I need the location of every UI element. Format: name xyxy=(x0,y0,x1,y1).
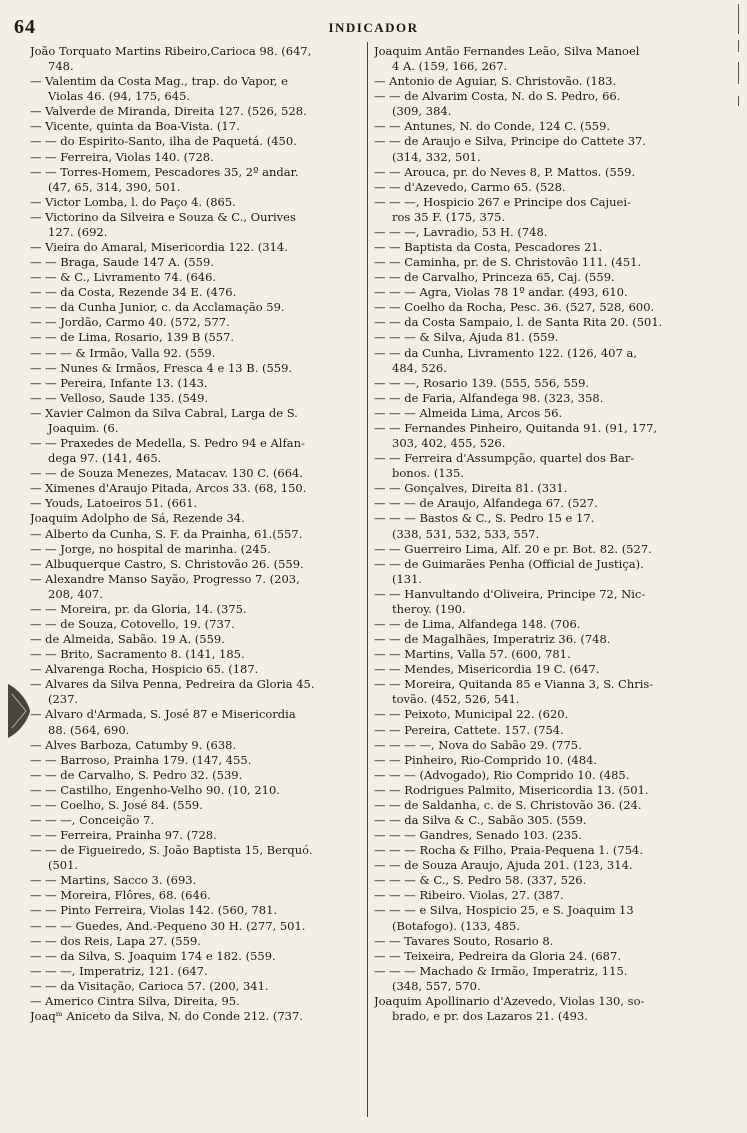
entry-line: — Valverde de Miranda, Direita 127. (526, 528. xyxy=(30,104,307,119)
entry-line: 88. (564, 690. xyxy=(48,722,130,737)
entry-line: — — Fernandes Pinheiro, Quitanda 91. (91, 177, xyxy=(374,420,658,435)
entry-line: — — Torres-Homem, Pescadores 35, 2º andar. xyxy=(30,164,299,179)
entry-line: — — Baptista da Costa, Pescadores 21. xyxy=(374,240,603,255)
entry-line: — Antonio de Aguiar, S. Christovão. (183. xyxy=(374,74,617,89)
entry-line: — — Hanvultando d'Oliveira, Principe 72, Nic- xyxy=(374,586,646,601)
entry-line: — — Nunes & Irmãos, Fresca 4 e 13 B. (559. xyxy=(30,360,293,375)
entry-line: — — — (Advogado), Rio Comprido 10. (485. xyxy=(374,767,630,782)
entry-line: — — de Faria, Alfandega 98. (323, 358. xyxy=(374,390,604,405)
entry-line: — — dos Reis, Lapa 27. (559. xyxy=(30,933,201,948)
entry-line: — — de Magalhães, Imperatriz 36. (748. xyxy=(374,632,611,647)
entry-line: — — de Guimarães Penha (Official de Justiça). xyxy=(374,556,644,571)
entry-line: — — — Rocha & Filho, Praia-Pequena 1. (754. xyxy=(374,843,644,858)
entry-line: — — —, Rosario 139. (555, 556, 559. xyxy=(374,375,590,390)
entry-line: — — de Araujo e Silva, Principe do Cattete 37. xyxy=(374,134,646,149)
entry-line: — — Peixoto, Municipal 22. (620. xyxy=(374,707,569,722)
running-title: INDICADOR xyxy=(328,20,419,35)
entry-line: dega 97. (141, 465. xyxy=(48,451,162,466)
entry-line: — — de Saldanha, c. de S. Christovão 36. (24. xyxy=(374,797,642,812)
entry-line: — — de Carvalho, Princeza 65, Caj. (559. xyxy=(374,270,615,285)
entry-line: — Alexandre Manso Sayão, Progresso 7. (203, xyxy=(30,571,300,586)
entry-line: — Victorino da Silveira e Souza & C., Ourives xyxy=(30,209,296,224)
entry-line: — — Moreira, Quitanda 85 e Vianna 3, S. Chris- xyxy=(374,677,654,692)
entry-line: Violas 46. (94, 175, 645. xyxy=(48,89,191,104)
left-column xyxy=(30,44,364,1024)
entry-line: — Alvares da Silva Penna, Pedreira da Gloria 45. xyxy=(30,677,315,692)
entry-line: — — Jorge, no hospital de marinha. (245. xyxy=(30,541,271,556)
entry-line: — — de Figueiredo, S. João Baptista 15, Berquó. xyxy=(30,843,313,858)
page-number: 64 xyxy=(14,16,36,38)
entry-line: — — Braga, Saude 147 A. (559. xyxy=(30,255,214,270)
entry-line: Joaquim. (6. xyxy=(48,420,119,435)
entry-line: 303, 402, 455, 526. xyxy=(392,436,506,451)
entry-line: — — Martins, Valla 57. (600, 781. xyxy=(374,647,571,662)
entry-line: — — Mendes, Misericordia 19 C. (647. xyxy=(374,662,600,677)
binding-shadow-icon xyxy=(6,680,32,742)
entry-line: — — da Visitação, Carioca 57. (200, 341. xyxy=(30,978,269,993)
entry-line: — Alvaro d'Armada, S. José 87 e Misericordia xyxy=(30,707,296,722)
entry-line: (348, 557, 570. xyxy=(392,978,481,993)
entry-line: bonos. (135. xyxy=(392,466,464,481)
entry-line: — — — Almeida Lima, Arcos 56. xyxy=(374,405,563,420)
entry-line: (309, 384. xyxy=(392,104,452,119)
entry-line: — — da Cunha Junior, c. da Acclamação 59. xyxy=(30,300,285,315)
entry-line: — Ximenes d'Araujo Pitada, Arcos 33. (68, 150. xyxy=(30,481,307,496)
entry-line: (Botafogo). (133, 485. xyxy=(392,918,520,933)
entry-line: — — — & Irmão, Valla 92. (559. xyxy=(30,345,216,360)
entry-line: — — Caminha, pr. de S. Christovão 111. (451. xyxy=(374,255,642,270)
entry-line: Joaquim Adolpho de Sá, Rezende 34. xyxy=(30,511,245,526)
entry-line: — — Tavares Souto, Rosario 8. xyxy=(374,933,554,948)
entry-line: Joaquim Apollinario d'Azevedo, Violas 130, so- xyxy=(374,993,645,1008)
entry-line: — — Ferreira d'Assumpção, quartel dos Bar- xyxy=(374,451,635,466)
entry-line: — — da Cunha, Livramento 122. (126, 407 a, xyxy=(374,345,637,360)
entry-line: — — Moreira, Flôres, 68. (646. xyxy=(30,888,211,903)
entry-line: — — d'Azevedo, Carmo 65. (528. xyxy=(374,179,566,194)
column-divider xyxy=(367,42,368,1117)
entry-line: — — Moreira, pr. da Gloria, 14. (375. xyxy=(30,601,247,616)
entry-line: — — Antunes, N. do Conde, 124 C. (559. xyxy=(374,119,611,134)
entry-line: — — — Ribeiro. Violas, 27. (387. xyxy=(374,888,564,903)
entry-line: — Alves Barboza, Catumby 9. (638. xyxy=(30,737,237,752)
entry-line: (501. xyxy=(48,858,79,873)
entry-line: theroy. (190. xyxy=(392,601,466,616)
entry-line: — — da Silva, S. Joaquim 174 e 182. (559. xyxy=(30,948,276,963)
entry-line: — — Velloso, Saude 135. (549. xyxy=(30,390,209,405)
entry-line: — Alberto da Cunha, S. F. da Prainha, 61.(557. xyxy=(30,526,303,541)
right-column xyxy=(374,44,704,1024)
entry-line: — — de Carvalho, S. Pedro 32. (539. xyxy=(30,767,243,782)
entry-line: — — Pereira, Cattete. 157. (754. xyxy=(374,722,564,737)
entry-line: — Americo Cintra Silva, Direita, 95. xyxy=(30,993,240,1008)
entry-line: — — da Costa Sampaio, l. de Santa Rita 20. (501. xyxy=(374,315,663,330)
entry-line: Joaqᵐ Aniceto da Silva, N. do Conde 212. (737. xyxy=(30,1009,303,1023)
entry-line: — — Castilho, Engenho-Velho 90. (10, 210. xyxy=(30,782,280,797)
entry-line: — — de Lima, Rosario, 139 B (557. xyxy=(30,330,235,345)
entry-line: — Xavier Calmon da Silva Cabral, Larga de S. xyxy=(30,405,298,420)
entry-line: — — da Costa, Rezende 34 E. (476. xyxy=(30,285,237,300)
entry-line: — — — & Silva, Ajuda 81. (559. xyxy=(374,330,559,345)
entry-line: (47, 65, 314, 390, 501. xyxy=(48,179,181,194)
entry-line: — — — Gandres, Senado 103. (235. xyxy=(374,828,583,843)
entry-line: 484, 526. xyxy=(392,360,447,375)
entry-line: — Youds, Latoeiros 51. (661. xyxy=(30,496,198,511)
entry-line: — — — Machado & Irmão, Imperatriz, 115. xyxy=(374,963,628,978)
entry-line: 4 A. (159, 166, 267. xyxy=(392,59,508,74)
entry-line: — Vicente, quinta da Boa-Vista. (17. xyxy=(30,119,240,134)
entry-line: — Valentim da Costa Mag., trap. do Vapor, e xyxy=(30,74,288,89)
entry-line: João Torquato Martins Ribeiro,Carioca 98. (647, xyxy=(30,44,312,58)
entry-line: — Alvarenga Rocha, Hospicio 65. (187. xyxy=(30,662,259,677)
entry-line: — — Brito, Sacramento 8. (141, 185. xyxy=(30,647,245,662)
entry-line: — — Pinto Ferreira, Violas 142. (560, 781. xyxy=(30,903,278,918)
entry-line: — — Arouca, pr. do Neves 8, P. Mattos. (559. xyxy=(374,164,636,179)
entry-line: — — — Agra, Violas 78 1º andar. (493, 610. xyxy=(374,285,628,300)
entry-line: — — Teixeira, Pedreira da Gloria 24. (687. xyxy=(374,948,621,963)
entry-line: — — — de Araujo, Alfandega 67. (527. xyxy=(374,496,598,511)
entry-line: — — do Espirito-Santo, ilha de Paquetá. (450. xyxy=(30,134,297,149)
entry-line: — — —, Hospicio 267 e Principe dos Cajuei- xyxy=(374,194,631,209)
entry-line: — Victor Lomba, l. do Paço 4. (865. xyxy=(30,194,236,209)
entry-line: — — —, Conceição 7. xyxy=(30,812,155,827)
entry-line: ros 35 F. (175, 375. xyxy=(392,209,506,224)
entry-line: (338, 531, 532, 533, 557. xyxy=(392,526,540,541)
entry-line: — — —, Imperatriz, 121. (647. xyxy=(30,963,208,978)
entry-line: (237. xyxy=(48,692,79,707)
entry-line: — de Almeida, Sabão. 19 A. (559. xyxy=(30,632,225,647)
entry-line: — — de Souza Araujo, Ajuda 201. (123, 314. xyxy=(374,858,633,873)
entry-line: — — Ferreira, Violas 140. (728. xyxy=(30,149,214,164)
entry-line: — — — e Silva, Hospicio 25, e S. Joaquim 13 xyxy=(374,903,634,918)
entry-line: — — — Bastos & C., S. Pedro 15 e 17. xyxy=(374,511,595,526)
entry-line: — — Ferreira, Prainha 97. (728. xyxy=(30,828,217,843)
entry-line: — — Rodrigues Palmito, Misericordia 13. (501. xyxy=(374,782,649,797)
page-edge-marks xyxy=(735,0,743,130)
entry-line: — — Jordão, Carmo 40. (572, 577. xyxy=(30,315,230,330)
entry-line: — — — & C., S. Pedro 58. (337, 526. xyxy=(374,873,587,888)
entry-line: — — de Lima, Alfandega 148. (706. xyxy=(374,616,581,631)
entry-line: — — de Souza Menezes, Matacav. 130 C. (664. xyxy=(30,466,304,481)
entry-line: — — Martins, Sacco 3. (693. xyxy=(30,873,197,888)
entry-line: — — Praxedes de Medella, S. Pedro 94 e Alfan- xyxy=(30,436,305,451)
entry-line: 127. (692. xyxy=(48,224,108,239)
entry-line: brado, e pr. dos Lazaros 21. (493. xyxy=(392,1009,588,1023)
entry-line: — — Guerreiro Lima, Alf. 20 e pr. Bot. 82. (527. xyxy=(374,541,652,556)
entry-line: — — Pinheiro, Rio-Comprido 10. (484. xyxy=(374,752,598,767)
entry-line: — — de Alvarim Costa, N. do S. Pedro, 66. xyxy=(374,89,621,104)
entry-line: — — de Souza, Cotovello, 19. (737. xyxy=(30,616,235,631)
entry-line: — — Coelho, S. José 84. (559. xyxy=(30,797,203,812)
entry-line: — — da Silva & C., Sabão 305. (559. xyxy=(374,812,587,827)
entry-line: — Vieira do Amaral, Misericordia 122. (314. xyxy=(30,240,288,255)
entry-line: — — Barroso, Prainha 179. (147, 455. xyxy=(30,752,252,767)
entry-line: — — — —, Nova do Sabão 29. (775. xyxy=(374,737,582,752)
entry-line: — — Coelho da Rocha, Pesc. 36. (527, 528, 600. xyxy=(374,300,655,315)
entry-line: — — & C., Livramento 74. (646. xyxy=(30,270,217,285)
entry-line: — — Gonçalves, Direita 81. (331. xyxy=(374,481,568,496)
entry-line: — — Pereira, Infante 13. (143. xyxy=(30,375,208,390)
entry-line: — — — Guedes, And.-Pequeno 30 H. (277, 501. xyxy=(30,918,306,933)
entry-line: (314, 332, 501. xyxy=(392,149,481,164)
entry-line: (131. xyxy=(392,571,423,586)
entry-line: 748. xyxy=(48,59,74,74)
entry-line: tovão. (452, 526, 541. xyxy=(392,692,520,707)
entry-line: Joaquim Antão Fernandes Leão, Silva Manoel xyxy=(374,44,640,58)
entry-line: — Albuquerque Castro, S. Christovão 26. (559. xyxy=(30,556,304,571)
entry-line: — — —, Lavradio, 53 H. (748. xyxy=(374,224,548,239)
entry-line: 208, 407. xyxy=(48,586,103,601)
